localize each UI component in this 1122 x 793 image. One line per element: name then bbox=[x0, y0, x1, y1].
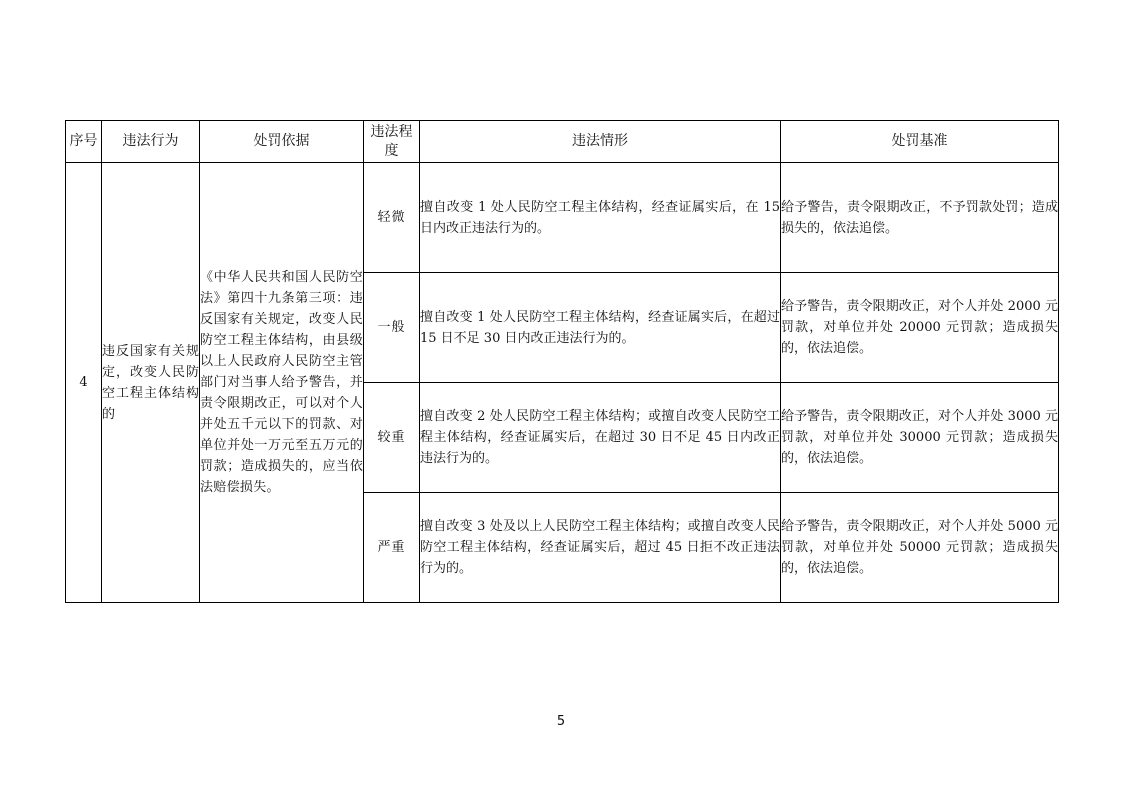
header-level: 违法程度 bbox=[364, 121, 420, 163]
standard-cell: 给予警告，责令限期改正，不予罚款处罚；造成损失的，依法追偿。 bbox=[781, 163, 1059, 273]
penalty-standard-table bbox=[65, 120, 1059, 603]
level-cell: 较重 bbox=[364, 383, 420, 493]
standard-cell: 给予警告，责令限期改正，对个人并处 5000 元罚款，对单位并处 50000 元罚款；造成损失的，依法追偿。 bbox=[781, 493, 1059, 603]
header-index: 序号 bbox=[66, 121, 102, 163]
table-row bbox=[66, 163, 1059, 273]
level-cell: 轻微 bbox=[364, 163, 420, 273]
level-cell: 严重 bbox=[364, 493, 420, 603]
standard-cell: 给予警告，责令限期改正，对个人并处 3000 元罚款，对单位并处 30000 元罚款；造成损失的，依法追偿。 bbox=[781, 383, 1059, 493]
standard-cell: 给予警告，责令限期改正，对个人并处 2000 元罚款，对单位并处 20000 元罚款；造成损失的，依法追偿。 bbox=[781, 273, 1059, 383]
penalty-basis: 《中华人民共和国人民防空法》第四十九条第三项：违反国家有关规定，改变人民防空工程主体结构，由县级以上人民政府人民防空主管部门对当事人给予警告，并责令限期改正，可以对个人并处五千元以下的罚款、对单位并处一万元至五万元的罚款；造成损失的，应当依法赔偿损失。 bbox=[200, 163, 364, 603]
violation-act: 违反国家有关规定，改变人民防空工程主体结构的 bbox=[102, 163, 200, 603]
situation-cell: 擅自改变 3 处及以上人民防空工程主体结构；或擅自改变人民防空工程主体结构，经查证属实后，超过 45 日拒不改正违法行为的。 bbox=[420, 493, 781, 603]
situation-cell: 擅自改变 1 处人民防空工程主体结构，经查证属实后，在 15 日内改正违法行为的。 bbox=[420, 163, 781, 273]
situation-cell: 擅自改变 2 处人民防空工程主体结构；或擅自改变人民防空工程主体结构，经查证属实后，在超过 30 日不足 45 日内改正违法行为的。 bbox=[420, 383, 781, 493]
situation-cell: 擅自改变 1 处人民防空工程主体结构，经查证属实后，在超过 15 日不足 30 日内改正违法行为的。 bbox=[420, 273, 781, 383]
header-basis: 处罚依据 bbox=[200, 121, 364, 163]
header-act: 违法行为 bbox=[102, 121, 200, 163]
header-situation: 违法情形 bbox=[420, 121, 781, 163]
row-index: 4 bbox=[66, 163, 102, 603]
table-header-row bbox=[66, 121, 1059, 163]
level-cell: 一般 bbox=[364, 273, 420, 383]
page-number: 5 bbox=[556, 714, 566, 729]
header-standard: 处罚基准 bbox=[781, 121, 1059, 163]
